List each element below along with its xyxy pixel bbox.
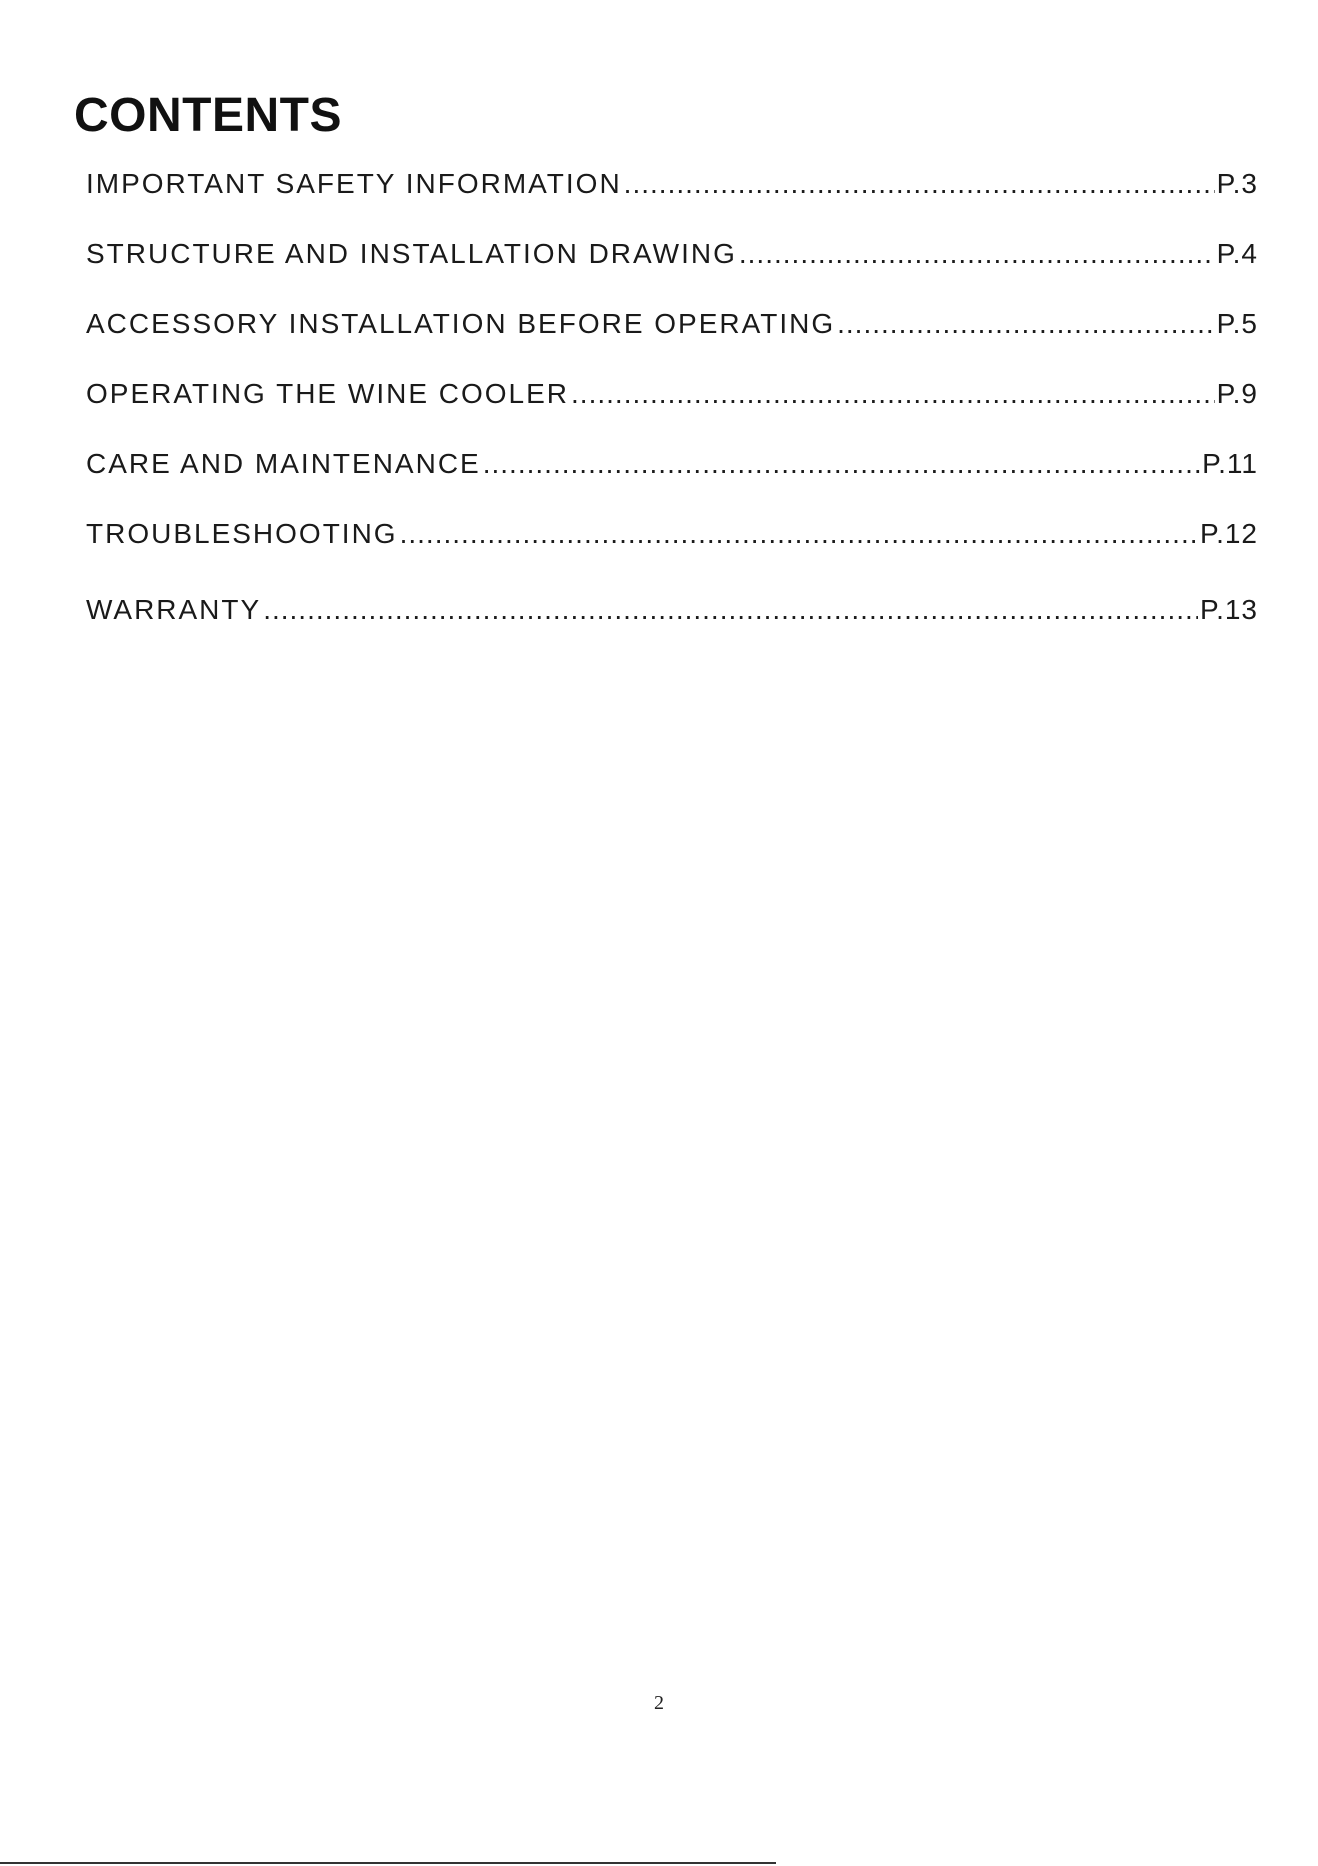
toc-entry-page: P.12 bbox=[1200, 518, 1258, 549]
toc-dot-leader bbox=[624, 168, 1215, 200]
page-title: CONTENTS bbox=[74, 89, 342, 142]
toc-entry-page: P.3 bbox=[1216, 168, 1258, 199]
page-number: 2 bbox=[654, 1692, 664, 1714]
toc-entry-page: P.13 bbox=[1200, 594, 1258, 625]
toc-entry-label: TROUBLESHOOTING bbox=[86, 518, 398, 549]
toc-entry-page: P.11 bbox=[1202, 448, 1258, 479]
toc-entry-operating[interactable] bbox=[86, 378, 1258, 448]
toc-entry-label: CARE AND MAINTENANCE bbox=[86, 448, 481, 479]
toc-dot-leader bbox=[837, 308, 1214, 340]
toc-entry-label: IMPORTANT SAFETY INFORMATION bbox=[86, 168, 622, 199]
toc-dot-leader bbox=[739, 238, 1215, 270]
toc-dot-leader bbox=[483, 448, 1200, 480]
toc-entry-page: P.5 bbox=[1216, 308, 1258, 339]
toc-entry-structure-drawing[interactable] bbox=[86, 238, 1258, 308]
toc-entry-label: ACCESSORY INSTALLATION BEFORE OPERATING bbox=[86, 308, 836, 339]
toc-entry-warranty[interactable] bbox=[86, 594, 1258, 664]
toc-entry-page: P.4 bbox=[1216, 238, 1258, 269]
table-of-contents bbox=[86, 168, 1258, 664]
toc-entry-safety-information[interactable] bbox=[86, 168, 1258, 238]
toc-dot-leader bbox=[400, 518, 1198, 550]
toc-dot-leader bbox=[571, 378, 1215, 410]
toc-entry-label: WARRANTY bbox=[86, 594, 262, 625]
bottom-rule bbox=[0, 1862, 776, 1864]
toc-entry-label: OPERATING THE WINE COOLER bbox=[86, 378, 570, 409]
toc-entry-troubleshooting[interactable] bbox=[86, 518, 1258, 588]
toc-entry-page: P.9 bbox=[1216, 378, 1258, 409]
toc-dot-leader bbox=[263, 594, 1198, 626]
toc-entry-accessory-installation[interactable] bbox=[86, 308, 1258, 378]
toc-entry-care-maintenance[interactable] bbox=[86, 448, 1258, 518]
toc-entry-label: STRUCTURE AND INSTALLATION DRAWING bbox=[86, 238, 737, 269]
